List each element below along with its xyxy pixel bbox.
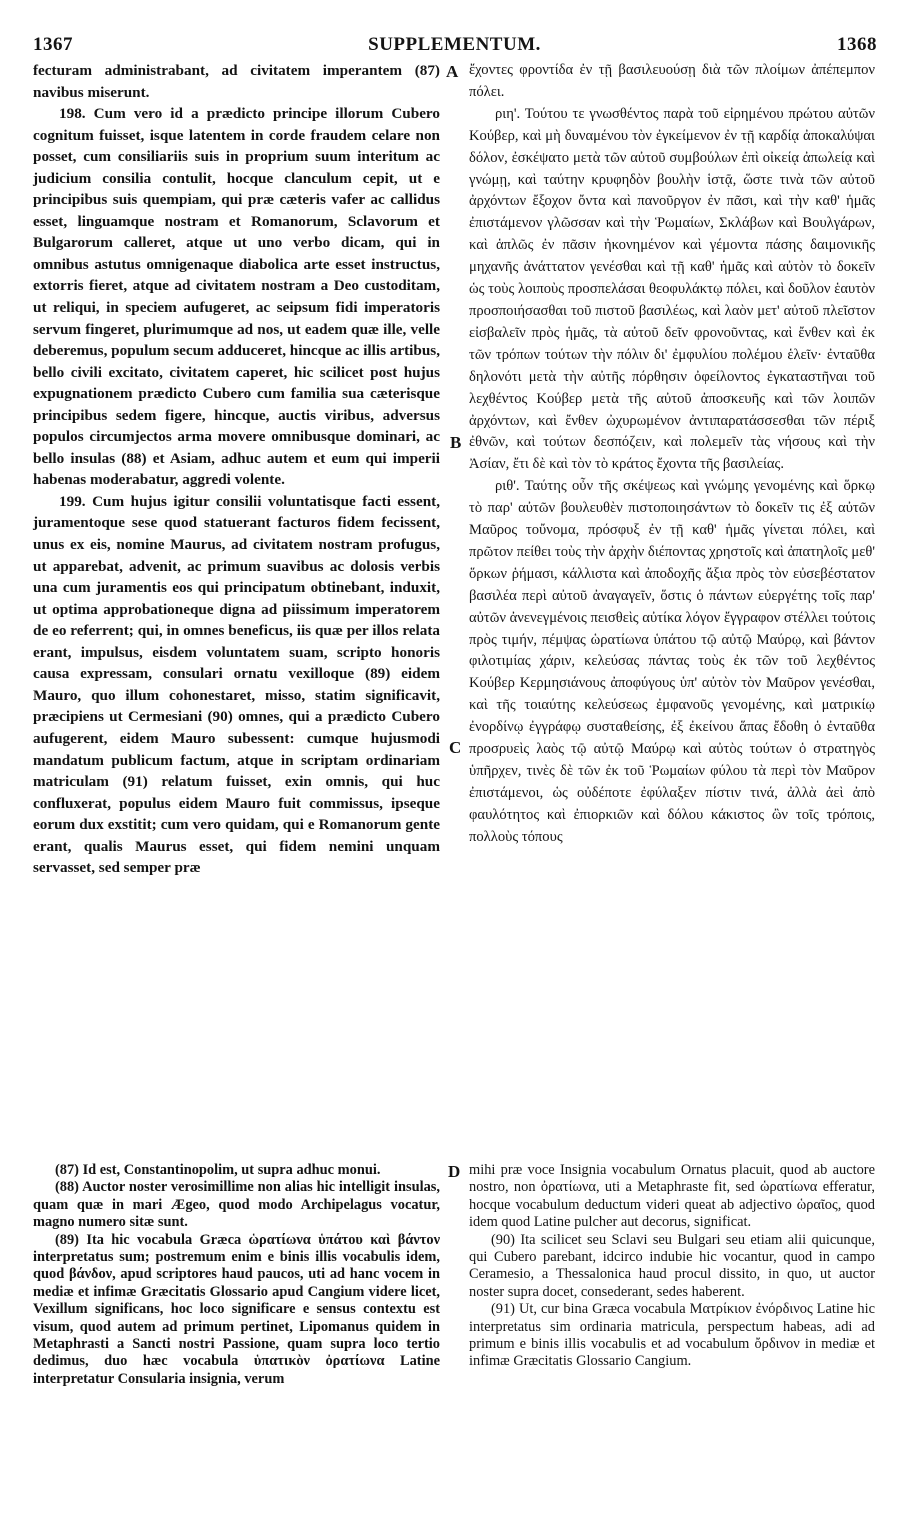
greek-paragraph xyxy=(469,476,875,848)
greek-column xyxy=(469,60,875,849)
section-number: 198. xyxy=(59,105,86,123)
section-number: 199. xyxy=(59,492,86,510)
footnote-89-continued: mihi præ voce Insignia vocabulum Ornatus placuit, quod ab auctore nostro, non ὀρατίωνα, uti a Metaphraste fit, sed ὡρατίωνα efferatur, hocque vocabulum deductum videri queat ab adjectivo ὡραῖος, quod idem quod Latine pulcher aut decorus, significat. xyxy=(469,1162,875,1231)
greek-paragraph: ἔχοντες φροντίδα ἐν τῇ βασιλευούσῃ διὰ τῶν πλοίμων ἀπέπεμπον πόλει. xyxy=(469,62,875,100)
page-number-left: 1367 xyxy=(33,34,73,55)
latin-paragraph xyxy=(33,103,440,491)
footnote-90: (90) Ita scilicet seu Sclavi seu Bulgari seu etiam alii quicunque, qui Cubero parebant, idcirco indubie hic vocantur, quod in campo Ceramesio, a Thessalonica haud procul dissito, in quo, ut auctor noster supra docet, consederant, sedes haberent. xyxy=(469,1231,875,1300)
page-number-right: 1368 xyxy=(837,34,877,55)
footnote-89: (89) Ita hic vocabula Græca ὡρατίωνα ὑπάτου καὶ βάντον interpretatus sum; postremum enim e binis illis vocabulis idem, quod βάνδον, apud scriptores haud paucos, uti ad hanc vocem in mediæ et infimæ Græcitatis Glossario apud Cangium videre licet, Vexillum significans, hoc loco significare e sensus contextu est visum, quod autem ad primum pertinet, Lipomanus quidem in Metaphrasti a Sancti nostri Passione, quam supra loco tertio dedimus, duo hæc vocabula ὑπατικὸν ὀρατίωνα Latine interpretatur Consularia insignia, verum xyxy=(33,1231,440,1387)
paragraph-text: Cum hujus igitur consilii voluntatisque facti essent, juramentoque sese quod statuerant facturos fidem fecissent, unus ex eis, nomine Maurus, ad civitatem nostram profugus, ut apparebat, advenit, ac primum suavibus ac dolosis verbis una cum juramentis eos qui principatum obtinebant, induxit, ut optima approbationeque digna ad piissimum imperatorem de eo referrent; qui, in omnes beneficus, iis quæ per illos relata erant, impulsus, eisdem voluntatem suam, scripto honoris causa expressam, consulari ornatu vexilloque (89) eidem Mauro, quo illum cohonestaret, misso, statim significavit, præcipiens ut Cermesiani (90) omnes, qui a prædicto Cubero aufugerent, eidem Mauro subessent: cumque hujusmodi mandatum publicum factum, atque in scriptam ordinariam matriculam (91) relatum fuisset, exin omnis, qui huc confluxerat, populus eidem Mauro fuit commissus, ipseque eorum dux exstitit; cum vero quidam, qui e Romanorum gente erant, qualis Maurus esset, qui fidem nemini unquam servasset, sed semper præ xyxy=(33,492,441,877)
latin-paragraph: fecturam administrabant, ad civitatem imperantem (87) navibus miserunt. xyxy=(33,62,440,101)
margin-letter-c: C xyxy=(449,738,462,757)
margin-letter-a: A xyxy=(446,62,459,81)
footnote-87: (87) Id est, Constantinopolim, ut supra adhuc monui. xyxy=(55,1162,381,1178)
paragraph-text: Τούτου τε γνωσθέντος παρὰ τοῦ εἰρημένου πρώτου αὐτῶν Κούβερ, καὶ μὴ δυναμένου τὸν ἐγκείμενον ἐν τῇ καρδίᾳ ἀποκαλύψαι δόλον, ἐσκέψατο μετὰ τῶν αὐτοῦ συμβούλων ἐπὶ οἰκείᾳ ἀπωλείᾳ καὶ γνώμῃ, καὶ ταύτην κρυφηδὸν βουλὴν ἱστᾷ, ὥστε τινὰ τῶν αὐτοῦ ἀρχόντων ἔξοχον ὄντα καὶ πανοῦργον ἐν πᾶσι, καὶ τὴν καθ' ἡμᾶς ἐπιστάμενον γλῶσσαν καὶ τὴν Ῥωμαίων, Σκλάβων καὶ Βουλγάρων, καὶ ἁπλῶς ἐν πᾶσιν ἠκονημένον καὶ γέμοντα πάσης δαιμονικῆς μηχανῆς ἀνάττατον γενέσθαι καὶ τῇ καθ' ἡμᾶς καὶ αὐτὸν τὸ δοκεῖν ὡς τοὺς λοιποὺς προσπελάσαι θεοφυλάκτῳ πόλει, καὶ δοῦλον ἑαυτὸν προσποιήσασθαι τοῦ πιστοῦ βασιλέως, καὶ λαὸν μετ' αὐτοῦ πλεῖστον εἰσβαλεῖν πρὸς ἡμᾶς, τὰ αὐτοῦ δεῖν φρονοῦντας, καὶ ἔνθεν καὶ ἐκ τῶν τρόπων τούτων τὴν πόλιν δι' ἐμφυλίου πολέμου ἑλεῖν· ἐνταῦθα δηλονότι μετὰ τὴν αὐτῆς πόρθησιν ὀφείλοντος ἐγκαταστῆναι τοῦ λεχθέντος Κούβερ μετὰ τῆς αὐτοῦ ἀποσκευῆς καὶ τῶν λοιπῶν ἀρχόντων, καὶ ἔνθεν ὠχυρωμένον ἀντιπαρατάσσεσθαι τῶν πέριξ ἐθνῶν, καὶ τούτων δεσπόζειν, καὶ πολεμεῖν τὰς νήσους καὶ τὴν Ἀσίαν, ἔτι δὲ καὶ τὸν τὸ κράτος ἔχοντα τῆς βασιλείας. xyxy=(469,105,875,473)
latin-column xyxy=(33,60,440,879)
running-title: SUPPLEMENTUM. xyxy=(368,34,541,55)
latin-paragraph xyxy=(33,491,440,879)
paragraph-text: Ταύτης οὖν τῆς σκέψεως καὶ γνώμης γενομένης καὶ ὅρκῳ τὸ παρ' αὐτῶν βουλευθὲν πιστοποιησάντων τὸ δοκεῖν τις ἐξ αὐτῶν Μαῦρος τοὔνομα, πρόσφυξ ἐν τῇ καθ' ἡμᾶς γίνεται πόλει, καὶ πρῶτον πείθει τοὺς τὴν ἀρχὴν διέποντας χρηστοῖς καὶ ἀπατηλοῖς μεθ' ὅρκων ῥήμασι, κάλλιστα καὶ ἀποδοχῆς ἄξια πρὸς τὸν εὐσεβέστατον βασιλέα περὶ αὐτοῦ ἀναγαγεῖν, ὅστις ὁ πάντων εὐεργέτης τοῖς παρ' αὐτῶν ἀνενεγμένοις πεισθεὶς αὐτίκα λόγον ἔγγραφον στέλλει τούτοις πρὸς τιμήν, πέμψας ὡρατίωνα ὑπάτου τῷ αὐτῷ Μαύρῳ, καὶ βάντον φιλοτιμίας χάριν, κελεύσας πάντας τοὺς ἐκ τῶν τοῦ λεχθέντος Κούβερ Κερμησιάνους ἀποφύγους ὑπ' αὐτὸν τὸν Μαῦρον γενέσθαι, καὶ τῆς τοιαύτης κελεύσεως ἐμφανοῦς γενομένης, καὶ ματρικίῳ ἐνορδίνῳ ἐγγράφῳ συσταθείσης, ἐξ ἐκείνου ἅπας ἔδοθη ὁ ἐνταῦθα προσρυεὶς λαὸς τῷ αὐτῷ Μαύρῳ καὶ αὐτὸς τούτων ὁ στρατηγὸς ὑπῆρχεν, τινὲς δὲ τῶν ἐκ τοῦ Ῥωμαίων φύλου τὰ περὶ τὸν Μαῦρον ἐπιστάμενοι, ὡς οὐδέποτε ἐφύλαξεν πίστιν τινά, ἀλλὰ ἀεὶ ἀπὸ φαυλότητος καὶ ἐπιορκιῶν καὶ δόλου κάκιστος ὢν τοῖς τρόποις, πολλοὺς τόπους xyxy=(469,478,875,845)
footnote-88: (88) Auctor noster verosimillime non alias hic intelligit insulas, quam quæ in mari Ægeo, quod modo Archipelagus vocatur, magno numero sitæ sunt. xyxy=(33,1179,440,1231)
section-number: ριθ'. xyxy=(495,478,520,495)
section-number: ριη'. xyxy=(495,105,521,122)
margin-letter-b: B xyxy=(450,433,462,452)
greek-paragraph xyxy=(469,104,875,476)
paragraph-text: Cum vero id a prædicto principe illorum Cubero cognitum fuisset, isque latentem in corde fraudem celare non posset, cum consiliariis suis in proprium suum interitum ac judicium consilia contulit, hocque clanculum cepit, ut e principibus suis quempiam, qui præ cæteris vafer ac callidus esset, linguamque nostram et Romanorum, Sclavorum et Bulgarorum calleret, atque ut uno verbo dicam, qui in omnibus astutus omnigenaque diabolica arte esset instructus, extorris fieret, atque ad civitatem nostram a Deo custoditam, ut reliqui, in speciem aufugeret, ac seipsum fidi imperatoris servum fingeret, plurimumque ad nos, ut eadem quæ ille, velle deberemus, populum secum adduceret, hincque ac illis artibus, bello civili excitato, civitatem caperet, hic scilicet post hujus expugnationem prædicto Cubero cum familia sua cæterisque principibus sedem figere, hincque, auctis viribus, adversus populos circumjectos arma movere omnibusque dominari, ac bello insulas (88) et Asiam, adhuc autem et eum qui imperii habenas moderabatur, aggredi volente. xyxy=(33,105,441,489)
footnotes-left xyxy=(33,1162,440,1388)
footnotes-right xyxy=(469,1162,875,1371)
margin-letter-d: D xyxy=(448,1162,461,1181)
footnote-91: (91) Ut, cur bina Græca vocabula Ματρίκιον ἐνόρδινος Latine hic interpretatus sim ordinaria matricula, perspectum habeas, adi ad primum e binis illis vocabulis et ad vocabulum ὄρδινον in mediæ et infimæ Græcitatis Glossario Cangium. xyxy=(469,1301,875,1370)
